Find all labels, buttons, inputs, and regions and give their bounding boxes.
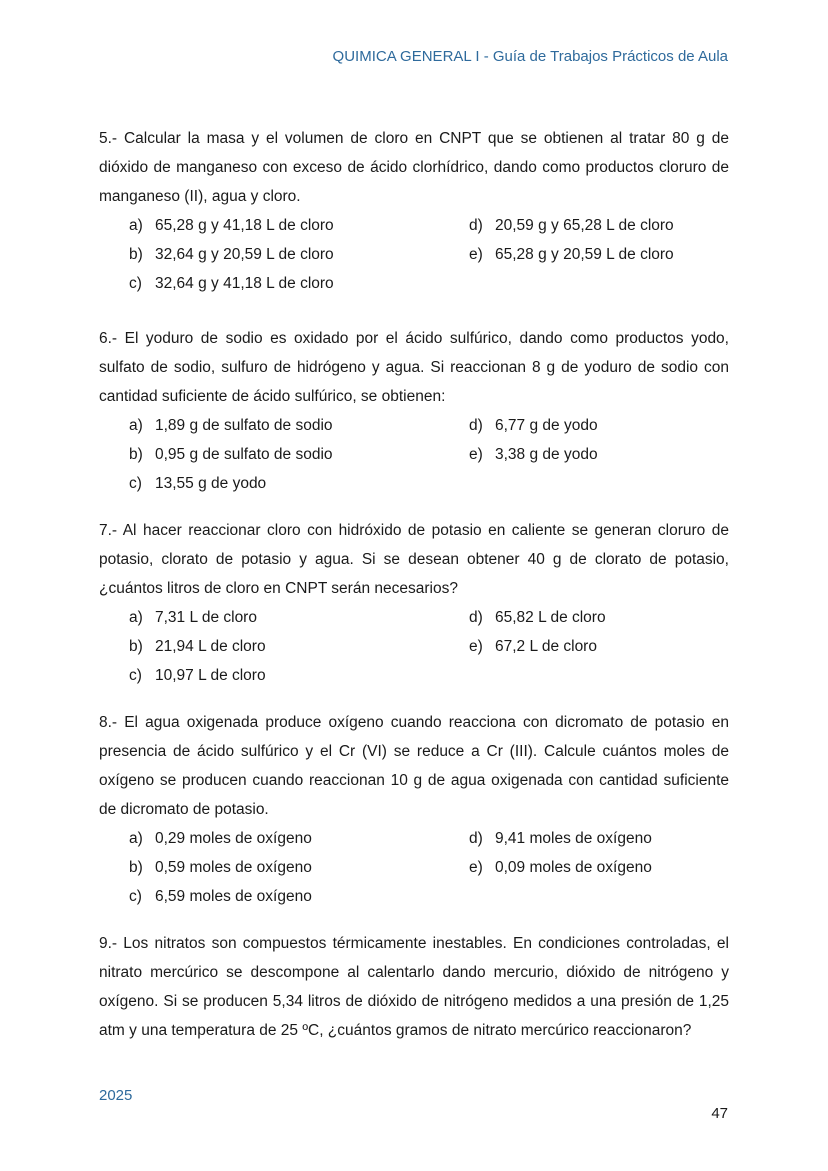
option-b xyxy=(129,853,469,882)
option-e xyxy=(469,632,759,661)
option-letter: d) xyxy=(469,217,483,234)
problem-9 xyxy=(99,929,729,1045)
option-letter: a) xyxy=(129,417,143,434)
problem-statement: 5.- Calcular la masa y el volumen de cloro en CNPT que se obtienen al tratar 80 g de dióxido de manganeso con exceso de ácido clorhídrico, dando como productos cloruro de manganeso (II), agua y cloro. xyxy=(99,130,729,205)
option-text: 67,2 L de cloro xyxy=(495,638,597,655)
footer-year: 2025 xyxy=(99,1087,133,1104)
option-text: 1,89 g de sulfato de sodio xyxy=(155,417,333,434)
option-letter: a) xyxy=(129,830,143,847)
problem-statement: 7.- Al hacer reaccionar cloro con hidróxido de potasio en caliente se generan cloruro de potasio, clorato de potasio y agua. Si se desean obtener 40 g de clorato de potasio, ¿cuántos litros de cloro en CNPT serán necesarios? xyxy=(99,522,729,597)
option-text: 0,95 g de sulfato de sodio xyxy=(155,446,333,463)
option-d xyxy=(469,603,759,632)
problem-statement: 8.- El agua oxigenada produce oxígeno cuando reacciona con dicromato de potasio en presencia de ácido sulfúrico y el Cr (VI) se reduce a Cr (III). Calcule cuántos moles de oxígeno se producen cuando reaccionan 10 g de agua oxigenada con cantidad suficiente de dicromato de potasio. xyxy=(99,714,729,818)
option-text: 21,94 L de cloro xyxy=(155,638,266,655)
option-text: 10,97 L de cloro xyxy=(155,667,266,684)
option-letter: b) xyxy=(129,859,143,876)
option-c xyxy=(129,882,469,911)
option-letter: e) xyxy=(469,446,483,463)
option-text: 7,31 L de cloro xyxy=(155,609,257,626)
option-letter: c) xyxy=(129,888,142,905)
option-d xyxy=(469,824,759,853)
problem-5 xyxy=(99,124,729,298)
problem-statement: 6.- El yoduro de sodio es oxidado por el ácido sulfúrico, dando como productos yodo, sulfato de sodio, sulfuro de hidrógeno y agua. Si reaccionan 8 g de yoduro de sodio con cantidad suficiente de ácido sulfúrico, se obtienen: xyxy=(99,330,729,405)
option-c xyxy=(129,469,469,498)
option-letter: e) xyxy=(469,859,483,876)
option-a xyxy=(129,411,469,440)
option-letter: c) xyxy=(129,275,142,292)
option-letter: b) xyxy=(129,246,143,263)
answer-options xyxy=(99,211,729,298)
option-e xyxy=(469,853,759,882)
option-a xyxy=(129,603,469,632)
option-letter: b) xyxy=(129,638,143,655)
option-c xyxy=(129,661,469,690)
option-text: 65,28 g y 41,18 L de cloro xyxy=(155,217,334,234)
option-a xyxy=(129,824,469,853)
problem-statement: 9.- Los nitratos son compuestos térmicamente inestables. En condiciones controladas, el nitrato mercúrico se descompone al calentarlo dando mercurio, dióxido de nitrógeno y oxígeno. Si se producen 5,34 litros de dióxido de nitrógeno medidos a una presión de 1,25 atm y una temperatura de 25 ºC, ¿cuántos gramos de nitrato mercúrico reaccionaron? xyxy=(99,935,729,1039)
option-c xyxy=(129,269,469,298)
option-letter: d) xyxy=(469,609,483,626)
option-text: 0,09 moles de oxígeno xyxy=(495,859,652,876)
page-header-title: QUIMICA GENERAL I - Guía de Trabajos Prácticos de Aula xyxy=(332,48,728,65)
problem-8 xyxy=(99,708,729,911)
option-b xyxy=(129,440,469,469)
option-letter: a) xyxy=(129,609,143,626)
answer-options xyxy=(99,824,729,911)
option-text: 3,38 g de yodo xyxy=(495,446,598,463)
option-b xyxy=(129,240,469,269)
option-text: 9,41 moles de oxígeno xyxy=(495,830,652,847)
option-letter: b) xyxy=(129,446,143,463)
problem-7 xyxy=(99,516,729,690)
option-text: 65,28 g y 20,59 L de cloro xyxy=(495,246,674,263)
option-text: 32,64 g y 41,18 L de cloro xyxy=(155,275,334,292)
option-text: 0,29 moles de oxígeno xyxy=(155,830,312,847)
option-letter: c) xyxy=(129,667,142,684)
problem-6 xyxy=(99,324,729,498)
option-text: 6,77 g de yodo xyxy=(495,417,598,434)
option-text: 65,82 L de cloro xyxy=(495,609,606,626)
problem-list xyxy=(99,124,729,1063)
option-letter: c) xyxy=(129,475,142,492)
option-b xyxy=(129,632,469,661)
option-d xyxy=(469,211,759,240)
option-text: 0,59 moles de oxígeno xyxy=(155,859,312,876)
option-d xyxy=(469,411,759,440)
option-letter: d) xyxy=(469,830,483,847)
option-letter: d) xyxy=(469,417,483,434)
page-number: 47 xyxy=(711,1105,728,1122)
option-text: 20,59 g y 65,28 L de cloro xyxy=(495,217,674,234)
answer-options xyxy=(99,603,729,690)
option-letter: e) xyxy=(469,638,483,655)
option-text: 32,64 g y 20,59 L de cloro xyxy=(155,246,334,263)
answer-options xyxy=(99,411,729,498)
option-text: 13,55 g de yodo xyxy=(155,475,267,492)
option-text: 6,59 moles de oxígeno xyxy=(155,888,312,905)
option-e xyxy=(469,240,759,269)
option-e xyxy=(469,440,759,469)
option-letter: e) xyxy=(469,246,483,263)
option-a xyxy=(129,211,469,240)
option-letter: a) xyxy=(129,217,143,234)
